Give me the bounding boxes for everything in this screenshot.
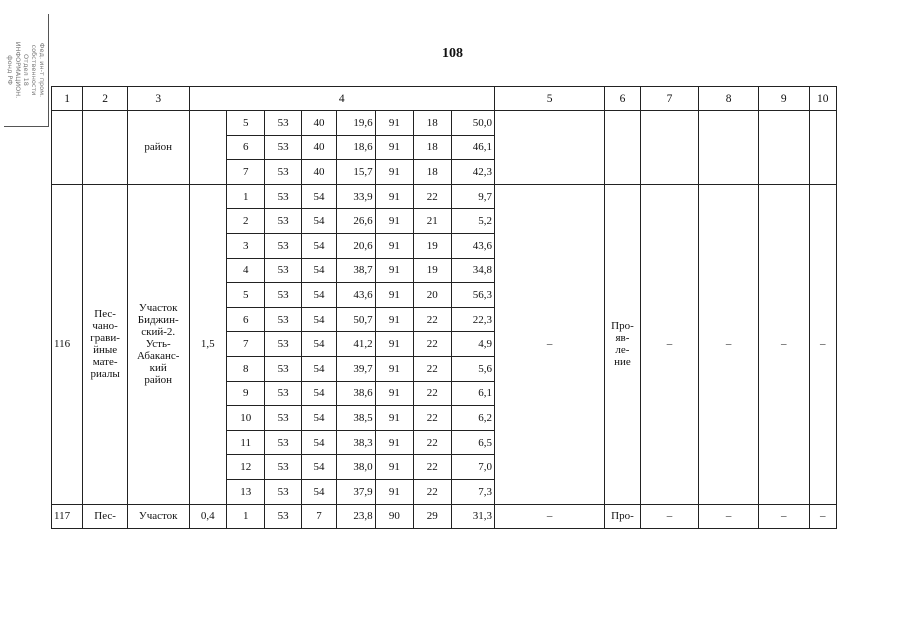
header-row bbox=[52, 87, 837, 111]
col8-cell bbox=[699, 111, 759, 185]
col9-cell: – bbox=[758, 184, 809, 504]
col10-cell bbox=[809, 111, 836, 185]
sample-value: 91 bbox=[375, 381, 413, 406]
col7-cell: – bbox=[640, 184, 699, 504]
col8-cell: – bbox=[699, 504, 759, 529]
sample-value: 18 bbox=[414, 111, 451, 136]
sample-value: 1 bbox=[226, 504, 264, 529]
sample-value: 3 bbox=[226, 233, 264, 258]
material-line: риалы bbox=[90, 368, 120, 381]
material-line: мате- bbox=[92, 356, 118, 369]
sample-value: 38,5 bbox=[337, 406, 375, 431]
sample-value: 26,6 bbox=[337, 209, 375, 234]
sample-value: 18 bbox=[414, 135, 451, 160]
col5-cell bbox=[495, 111, 605, 185]
deposit-number bbox=[52, 111, 83, 185]
sample-value: 40 bbox=[301, 111, 336, 136]
col7-cell: – bbox=[640, 504, 699, 529]
sample-value: 19,6 bbox=[337, 111, 375, 136]
sample-value: 53 bbox=[265, 356, 301, 381]
sample-value: 6,2 bbox=[451, 406, 494, 431]
sample-value: 34,8 bbox=[451, 258, 494, 283]
stamp-line: собственности bbox=[30, 44, 38, 96]
material-line: йные bbox=[93, 344, 118, 357]
table-body bbox=[52, 87, 837, 529]
sample-value: 91 bbox=[375, 332, 413, 357]
sample-value: 15,7 bbox=[337, 160, 375, 185]
sample-value: 31,3 bbox=[451, 504, 494, 529]
sample-value: 54 bbox=[301, 356, 336, 381]
library-stamp bbox=[4, 14, 49, 127]
material-line: Пес- bbox=[94, 510, 116, 523]
stamp-text bbox=[6, 18, 46, 122]
sample-value: 91 bbox=[375, 455, 413, 480]
sample-value: 22 bbox=[414, 307, 451, 332]
sample-value: 4,9 bbox=[451, 332, 494, 357]
area-value bbox=[189, 111, 226, 185]
sample-value: 54 bbox=[301, 332, 336, 357]
header-col-7: 7 bbox=[640, 87, 699, 111]
sample-value: 22 bbox=[414, 406, 451, 431]
sample-value: 54 bbox=[301, 283, 336, 308]
sample-value: 6,5 bbox=[451, 430, 494, 455]
sample-value: 53 bbox=[265, 233, 301, 258]
location-line: Абаканс- bbox=[137, 350, 180, 363]
sample-value: 7,3 bbox=[451, 479, 494, 504]
col9-cell bbox=[758, 111, 809, 185]
sample-value: 53 bbox=[265, 135, 301, 160]
sample-value: 43,6 bbox=[451, 233, 494, 258]
sample-value: 23,8 bbox=[337, 504, 375, 529]
stamp-line: Фед. ин-т пром. bbox=[38, 42, 46, 98]
sample-value: 19 bbox=[414, 258, 451, 283]
sample-value: 91 bbox=[375, 184, 413, 209]
sample-value: 53 bbox=[265, 430, 301, 455]
col10-cell: – bbox=[809, 504, 836, 529]
stamp-line: Отдел 18 bbox=[22, 54, 30, 86]
sample-value: 33,9 bbox=[337, 184, 375, 209]
sample-value: 4 bbox=[226, 258, 264, 283]
sample-value: 54 bbox=[301, 307, 336, 332]
sample-value: 54 bbox=[301, 184, 336, 209]
sample-value: 22 bbox=[414, 455, 451, 480]
sample-value: 22,3 bbox=[451, 307, 494, 332]
header-col-3: 3 bbox=[127, 87, 189, 111]
sample-value: 40 bbox=[301, 135, 336, 160]
sample-value: 50,7 bbox=[337, 307, 375, 332]
sample-value: 6 bbox=[226, 135, 264, 160]
sample-value: 90 bbox=[375, 504, 413, 529]
data-table bbox=[51, 86, 837, 529]
sample-value: 54 bbox=[301, 406, 336, 431]
header-col-9: 9 bbox=[758, 87, 809, 111]
sample-value: 53 bbox=[265, 307, 301, 332]
sample-value: 37,9 bbox=[337, 479, 375, 504]
sample-value: 91 bbox=[375, 479, 413, 504]
location-line: Участок bbox=[138, 302, 178, 315]
sample-value: 7,0 bbox=[451, 455, 494, 480]
header-col-8: 8 bbox=[699, 87, 759, 111]
location-line: район bbox=[144, 141, 173, 154]
stamp-line: фонд РФ bbox=[6, 55, 14, 85]
header-col-4: 4 bbox=[189, 87, 494, 111]
col6-line: яв- bbox=[615, 332, 630, 345]
sample-value: 53 bbox=[265, 455, 301, 480]
sample-value: 6,1 bbox=[451, 381, 494, 406]
col9-cell: – bbox=[758, 504, 809, 529]
sample-value: 2 bbox=[226, 209, 264, 234]
sample-value: 22 bbox=[414, 479, 451, 504]
sample-value: 91 bbox=[375, 430, 413, 455]
sample-value: 54 bbox=[301, 233, 336, 258]
sample-value: 20 bbox=[414, 283, 451, 308]
sample-value: 5 bbox=[226, 111, 264, 136]
sample-value: 91 bbox=[375, 258, 413, 283]
location-line: Усть- bbox=[145, 338, 171, 351]
sample-value: 7 bbox=[226, 160, 264, 185]
sample-value: 9 bbox=[226, 381, 264, 406]
header-col-1: 1 bbox=[52, 87, 83, 111]
col10-cell: – bbox=[809, 184, 836, 504]
sample-value: 91 bbox=[375, 233, 413, 258]
sample-value: 54 bbox=[301, 209, 336, 234]
sample-value: 22 bbox=[414, 430, 451, 455]
sample-value: 50,0 bbox=[451, 111, 494, 136]
sample-value: 5 bbox=[226, 283, 264, 308]
sample-value: 53 bbox=[265, 283, 301, 308]
sample-value: 54 bbox=[301, 258, 336, 283]
sample-value: 53 bbox=[265, 258, 301, 283]
sample-value: 91 bbox=[375, 283, 413, 308]
sample-value: 38,0 bbox=[337, 455, 375, 480]
sample-value: 1 bbox=[226, 184, 264, 209]
material-cell bbox=[83, 111, 128, 185]
sample-value: 18,6 bbox=[337, 135, 375, 160]
col6-cell bbox=[605, 111, 640, 185]
sample-value: 8 bbox=[226, 356, 264, 381]
header-col-2: 2 bbox=[83, 87, 128, 111]
sample-value: 18 bbox=[414, 160, 451, 185]
sample-value: 22 bbox=[414, 332, 451, 357]
area-value: 0,4 bbox=[189, 504, 226, 529]
header-col-6: 6 bbox=[605, 87, 640, 111]
sample-value: 12 bbox=[226, 455, 264, 480]
location-line: район bbox=[144, 374, 173, 387]
deposit-number: 116 bbox=[52, 184, 83, 504]
location-cell bbox=[127, 184, 189, 504]
col6-line: ние bbox=[614, 356, 631, 369]
sample-value: 53 bbox=[265, 479, 301, 504]
col6-cell bbox=[605, 184, 640, 504]
sample-value: 46,1 bbox=[451, 135, 494, 160]
table-row bbox=[52, 111, 837, 136]
sample-value: 7 bbox=[301, 504, 336, 529]
sample-value: 54 bbox=[301, 381, 336, 406]
sample-value: 91 bbox=[375, 160, 413, 185]
sample-value: 54 bbox=[301, 455, 336, 480]
location-line: Участок bbox=[138, 510, 178, 523]
sample-value: 22 bbox=[414, 381, 451, 406]
sample-value: 91 bbox=[375, 135, 413, 160]
header-col-10: 10 bbox=[809, 87, 836, 111]
location-line: Биджин- bbox=[137, 314, 179, 327]
stamp-line: ИНФОРМАЦИОН. bbox=[14, 41, 22, 99]
sample-value: 5,6 bbox=[451, 356, 494, 381]
sample-value: 54 bbox=[301, 479, 336, 504]
sample-value: 53 bbox=[265, 209, 301, 234]
material-cell bbox=[83, 184, 128, 504]
sample-value: 91 bbox=[375, 111, 413, 136]
sample-value: 7 bbox=[226, 332, 264, 357]
sample-value: 53 bbox=[265, 504, 301, 529]
sample-value: 91 bbox=[375, 406, 413, 431]
sample-value: 22 bbox=[414, 184, 451, 209]
sample-value: 42,3 bbox=[451, 160, 494, 185]
material-line: чано- bbox=[92, 320, 118, 333]
sample-value: 5,2 bbox=[451, 209, 494, 234]
page-number: 108 bbox=[442, 46, 463, 61]
sample-value: 9,7 bbox=[451, 184, 494, 209]
sample-value: 41,2 bbox=[337, 332, 375, 357]
sample-value: 29 bbox=[414, 504, 451, 529]
col6-line: ле- bbox=[615, 344, 630, 357]
material-cell bbox=[83, 504, 128, 529]
sample-value: 21 bbox=[414, 209, 451, 234]
col6-line: Про- bbox=[611, 510, 634, 523]
sample-value: 20,6 bbox=[337, 233, 375, 258]
location-cell bbox=[127, 111, 189, 185]
material-line: Пес- bbox=[94, 308, 116, 321]
sample-value: 91 bbox=[375, 356, 413, 381]
sample-value: 53 bbox=[265, 184, 301, 209]
material-line: грави- bbox=[90, 332, 120, 345]
col5-cell: – bbox=[495, 504, 605, 529]
location-line: ский-2. bbox=[141, 326, 176, 339]
col6-line: Про- bbox=[611, 320, 634, 333]
sample-value: 40 bbox=[301, 160, 336, 185]
sample-value: 53 bbox=[265, 406, 301, 431]
sample-value: 39,7 bbox=[337, 356, 375, 381]
sample-value: 6 bbox=[226, 307, 264, 332]
sample-value: 38,7 bbox=[337, 258, 375, 283]
sample-value: 11 bbox=[226, 430, 264, 455]
sample-value: 53 bbox=[265, 381, 301, 406]
col5-cell: – bbox=[495, 184, 605, 504]
sample-value: 43,6 bbox=[337, 283, 375, 308]
sample-value: 53 bbox=[265, 160, 301, 185]
sample-value: 10 bbox=[226, 406, 264, 431]
sample-value: 19 bbox=[414, 233, 451, 258]
col7-cell bbox=[640, 111, 699, 185]
location-cell bbox=[127, 504, 189, 529]
sample-value: 53 bbox=[265, 111, 301, 136]
header-col-5: 5 bbox=[495, 87, 605, 111]
sample-value: 91 bbox=[375, 307, 413, 332]
sample-value: 38,6 bbox=[337, 381, 375, 406]
col6-cell bbox=[605, 504, 640, 529]
col8-cell: – bbox=[699, 184, 759, 504]
table-row bbox=[52, 504, 837, 529]
sample-value: 91 bbox=[375, 209, 413, 234]
sample-value: 56,3 bbox=[451, 283, 494, 308]
sample-value: 38,3 bbox=[337, 430, 375, 455]
deposit-number: 117 bbox=[52, 504, 83, 529]
area-value: 1,5 bbox=[189, 184, 226, 504]
sample-value: 53 bbox=[265, 332, 301, 357]
table-row bbox=[52, 184, 837, 209]
sample-value: 22 bbox=[414, 356, 451, 381]
sample-value: 54 bbox=[301, 430, 336, 455]
location-line: кий bbox=[149, 362, 167, 375]
sample-value: 13 bbox=[226, 479, 264, 504]
